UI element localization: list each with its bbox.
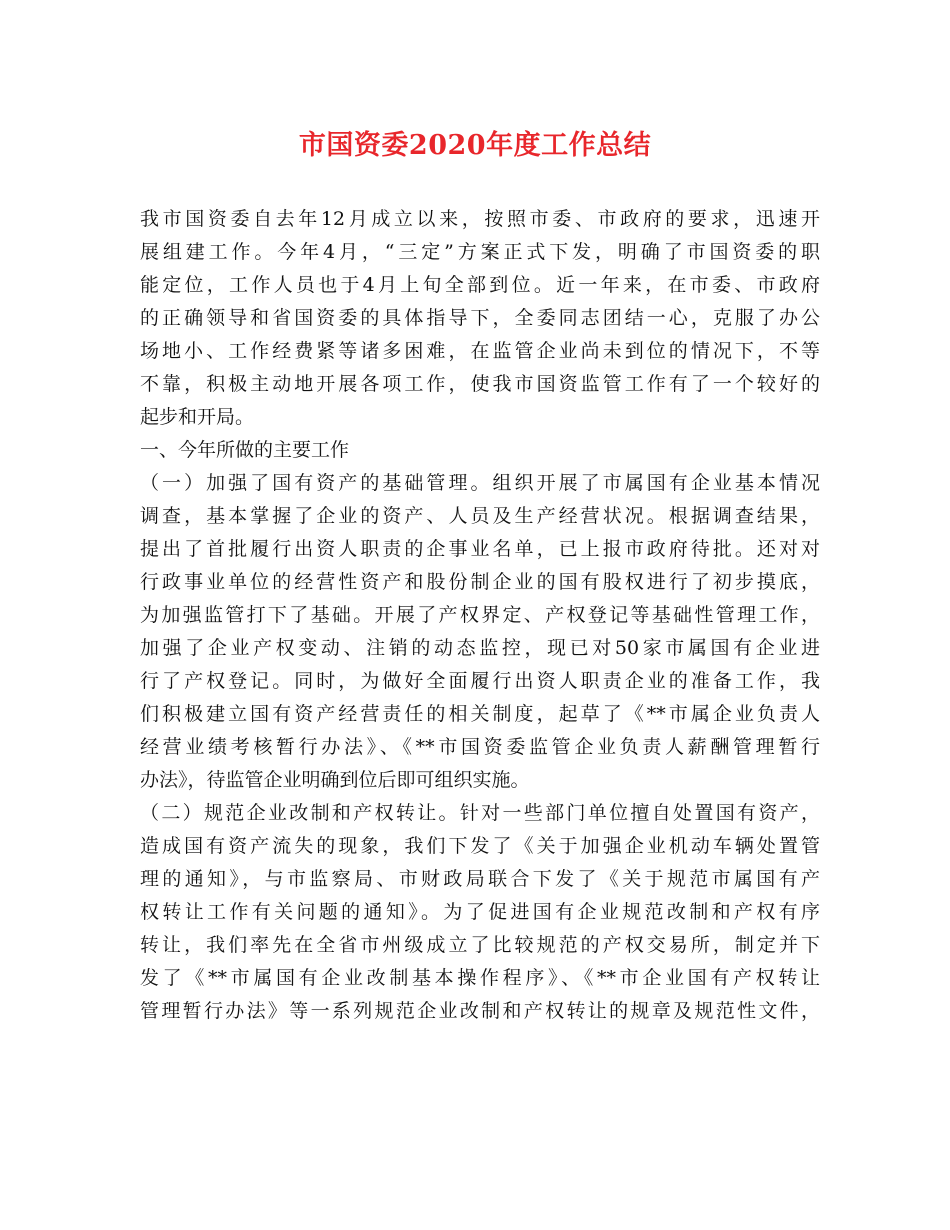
text-line: （一）加强了国有资产的基础管理。组织开展了市属国有企业基本情况 bbox=[140, 472, 820, 494]
text-line: 的正确领导和省国资委的具体指导下，全委同志团结一心，克服了办公 bbox=[140, 307, 820, 329]
text-line: 办法》，待监管企业明确到位后即可组织实施。 bbox=[140, 769, 530, 791]
text-line: 行政事业单位的经营性资产和股份制企业的国有股权进行了初步摸底， bbox=[140, 571, 820, 593]
text-line: 加强了企业产权变动、注销的动态监控，现已对50家市属国有企业进 bbox=[140, 637, 820, 659]
text-line: 能定位，工作人员也于4月上旬全部到位。近一年来，在市委、市政府 bbox=[140, 274, 820, 296]
text-line: 不靠，积极主动地开展各项工作，使我市国资监管工作有了一个较好的 bbox=[140, 373, 820, 395]
text-line: 转让，我们率先在全省市州级成立了比较规范的产权交易所，制定并下 bbox=[140, 934, 820, 956]
document-body bbox=[140, 203, 820, 1028]
document-title: 市国资委2020年度工作总结 bbox=[298, 130, 652, 161]
text-line: 造成国有资产流失的现象，我们下发了《关于加强企业机动车辆处置管 bbox=[140, 835, 820, 857]
text-line: 场地小、工作经费紧等诸多困难，在监管企业尚未到位的情况下，不等 bbox=[140, 340, 820, 362]
text-line: 起步和开局。 bbox=[140, 406, 255, 428]
text-line: 行了产权登记。同时，为做好全面履行出资人职责企业的准备工作，我 bbox=[140, 670, 820, 692]
text-line: 一、今年所做的主要工作 bbox=[140, 439, 350, 461]
text-line: 理的通知》，与市监察局、市财政局联合下发了《关于规范市属国有产 bbox=[140, 868, 820, 890]
text-line: 提出了首批履行出资人职责的企事业名单，已上报市政府待批。还对对 bbox=[140, 538, 820, 560]
text-line: 们积极建立国有资产经营责任的相关制度，起草了《**市属企业负责人 bbox=[140, 703, 820, 725]
text-line: 我市国资委自去年12月成立以来，按照市委、市政府的要求，迅速开 bbox=[140, 208, 820, 230]
text-line: 经营业绩考核暂行办法》、《**市国资委监管企业负责人薪酬管理暂行 bbox=[140, 736, 820, 758]
text-line: 权转让工作有关问题的通知》。为了促进国有企业规范改制和产权有序 bbox=[140, 901, 820, 923]
text-line: 调查，基本掌握了企业的资产、人员及生产经营状况。根据调查结果， bbox=[140, 505, 820, 527]
text-line: （二）规范企业改制和产权转让。针对一些部门单位擅自处置国有资产， bbox=[140, 802, 820, 824]
text-line: 为加强监管打下了基础。开展了产权界定、产权登记等基础性管理工作， bbox=[140, 604, 820, 626]
text-line: 发了《**市属国有企业改制基本操作程序》、《**市企业国有产权转让 bbox=[140, 967, 820, 989]
text-line: 管理暂行办法》等一系列规范企业改制和产权转让的规章及规范性文件， bbox=[140, 1000, 820, 1022]
text-line: 展组建工作。今年4月，“三定”方案正式下发，明确了市国资委的职 bbox=[140, 241, 820, 263]
